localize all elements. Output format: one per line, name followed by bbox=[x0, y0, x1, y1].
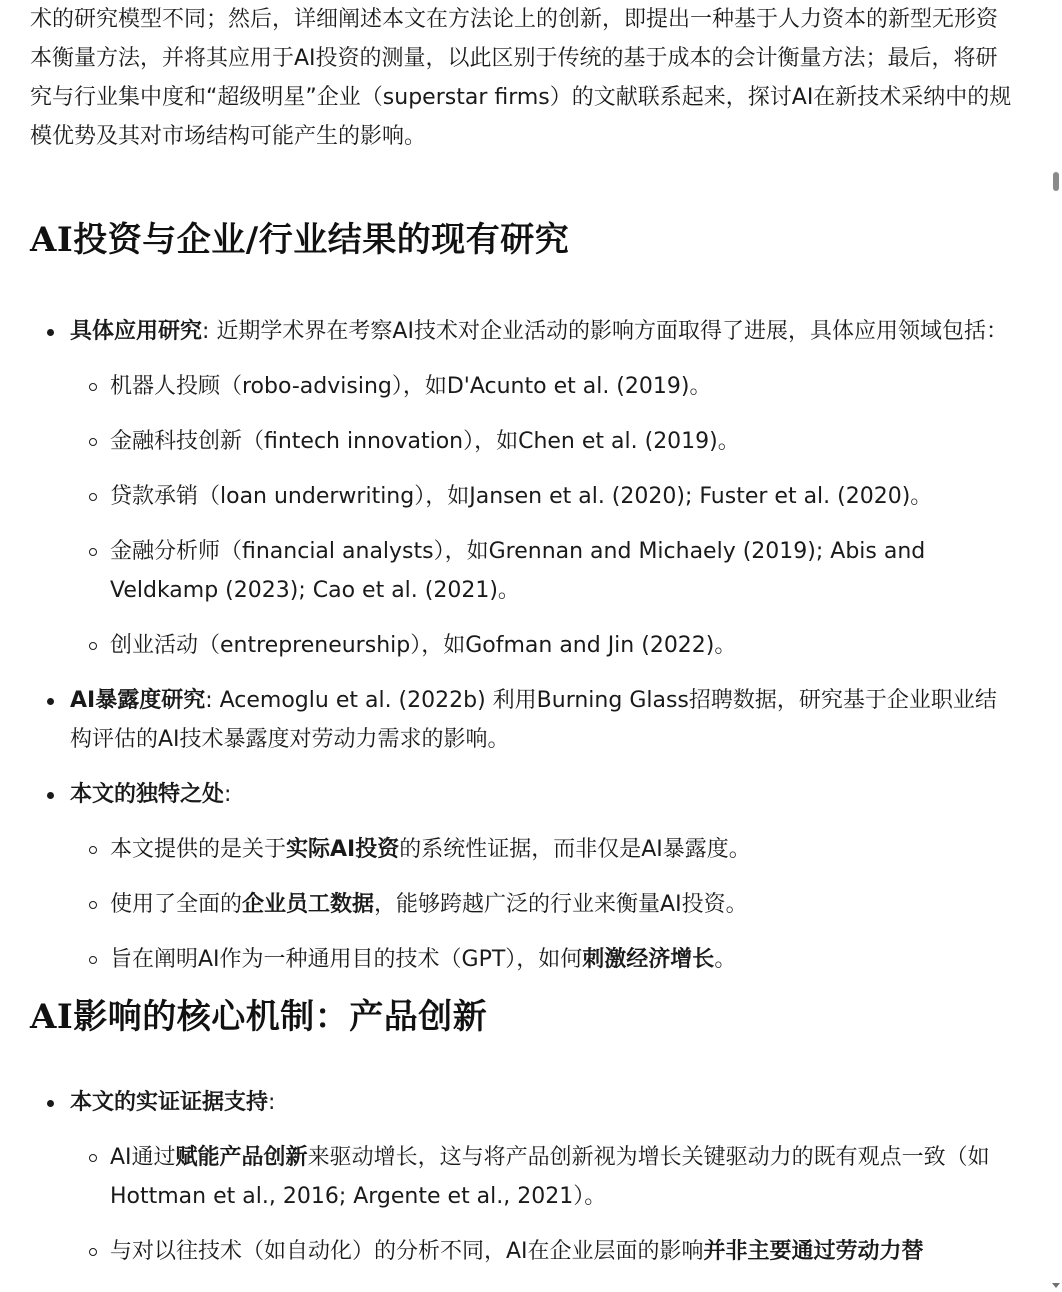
item-bold-label: AI暴露度研究 bbox=[70, 688, 206, 713]
item-text: : 近期学术界在考察AI技术对企业活动的影响方面取得了进展，具体应用领域包括： bbox=[202, 319, 1008, 344]
sub-list-item bbox=[110, 1232, 1015, 1271]
sub-list-item: 贷款承销（loan underwriting），如Jansen et al. (2020); Fuster et al. (2020)。 bbox=[110, 477, 1015, 516]
sub-bold-text: 并非主要通过劳动力替 bbox=[703, 1239, 924, 1264]
sub-bold-text: 企业员工数据 bbox=[242, 892, 375, 917]
list-item-empirical-support bbox=[70, 1083, 1015, 1271]
existing-research-list bbox=[30, 312, 1015, 979]
applications-sublist bbox=[70, 367, 1015, 665]
sub-text: 与对以往技术（如自动化）的分析不同，AI在企业层面的影响 bbox=[110, 1239, 704, 1264]
list-item-ai-exposure bbox=[70, 681, 1015, 759]
sub-text: 本文提供的是关于 bbox=[110, 837, 287, 862]
sub-text: 的系统性证据，而非仅是AI暴露度。 bbox=[399, 837, 751, 862]
sub-list-item: 金融分析师（financial analysts），如Grennan and Michaely (2019); Abis and Veldkamp (2023); Cao et al. (2021)。 bbox=[110, 532, 1015, 610]
item-bold-label: 本文的实证证据支持 bbox=[70, 1090, 269, 1115]
sub-bold-text: 实际AI投资 bbox=[286, 837, 400, 862]
item-text: : bbox=[268, 1090, 276, 1115]
sub-list-item: 创业活动（entrepreneurship），如Gofman and Jin (2022)。 bbox=[110, 626, 1015, 665]
empirical-sublist bbox=[70, 1138, 1015, 1271]
section-heading-existing-research: AI投资与企业/行业结果的现有研究 bbox=[30, 220, 570, 260]
item-bold-label: 本文的独特之处 bbox=[70, 782, 225, 807]
sub-list-item bbox=[110, 830, 1015, 869]
core-mechanism-list bbox=[30, 1083, 1015, 1271]
uniqueness-sublist bbox=[70, 830, 1015, 979]
sub-bold-text: 赋能产品创新 bbox=[175, 1145, 308, 1170]
list-item-specific-applications bbox=[70, 312, 1015, 665]
sub-list-item bbox=[110, 885, 1015, 924]
sub-text: ，能够跨越广泛的行业来衡量AI投资。 bbox=[374, 892, 748, 917]
sub-list-item: 金融科技创新（fintech innovation），如Chen et al. (2019)。 bbox=[110, 422, 1015, 461]
vertical-scrollbar[interactable] bbox=[1050, 0, 1062, 1292]
intro-paragraph: 术的研究模型不同；然后，详细阐述本文在方法论上的创新，即提出一种基于人力资本的新型无形资本衡量方法，并将其应用于AI投资的测量，以此区别于传统的基于成本的会计衡量方法；最后，将研究与行业集中度和“超级明星”企业（superstar firms）的文献联系起来，探讨AI在新技术采纳中的规模优势及其对市场结构可能产生的影响。 bbox=[30, 7, 1012, 149]
scrollbar-thumb[interactable] bbox=[1053, 172, 1059, 191]
document-content bbox=[30, 0, 1015, 1287]
section-heading-core-mechanism: AI影响的核心机制：产品创新 bbox=[30, 997, 488, 1037]
item-text: : Acemoglu et al. (2022b) 利用Burning Glass招聘数据，研究基于企业职业结构评估的AI技术暴露度对劳动力需求的影响。 bbox=[70, 688, 997, 752]
sub-text: 旨在阐明AI作为一种通用目的技术（GPT），如何 bbox=[110, 947, 583, 972]
sub-text: 使用了全面的 bbox=[110, 892, 243, 917]
sub-list-item: 机器人投顾（robo-advising），如D'Acunto et al. (2019)。 bbox=[110, 367, 1015, 406]
sub-list-item bbox=[110, 1138, 1015, 1216]
sub-text: 。 bbox=[714, 947, 737, 972]
item-text: : bbox=[224, 782, 232, 807]
item-bold-label: 具体应用研究 bbox=[70, 319, 203, 344]
sub-list-item bbox=[110, 940, 1015, 979]
sub-text: 来驱动增长，这与将产品创新视为增长关键驱动力的既有观点一致（如Hottman et al., 2016; Argente et al., 2021）。 bbox=[110, 1145, 990, 1209]
sub-text: AI通过 bbox=[110, 1145, 176, 1170]
list-item-uniqueness bbox=[70, 775, 1015, 979]
scroll-down-arrow-icon[interactable] bbox=[1052, 1283, 1060, 1288]
sub-bold-text: 刺激经济增长 bbox=[582, 947, 715, 972]
